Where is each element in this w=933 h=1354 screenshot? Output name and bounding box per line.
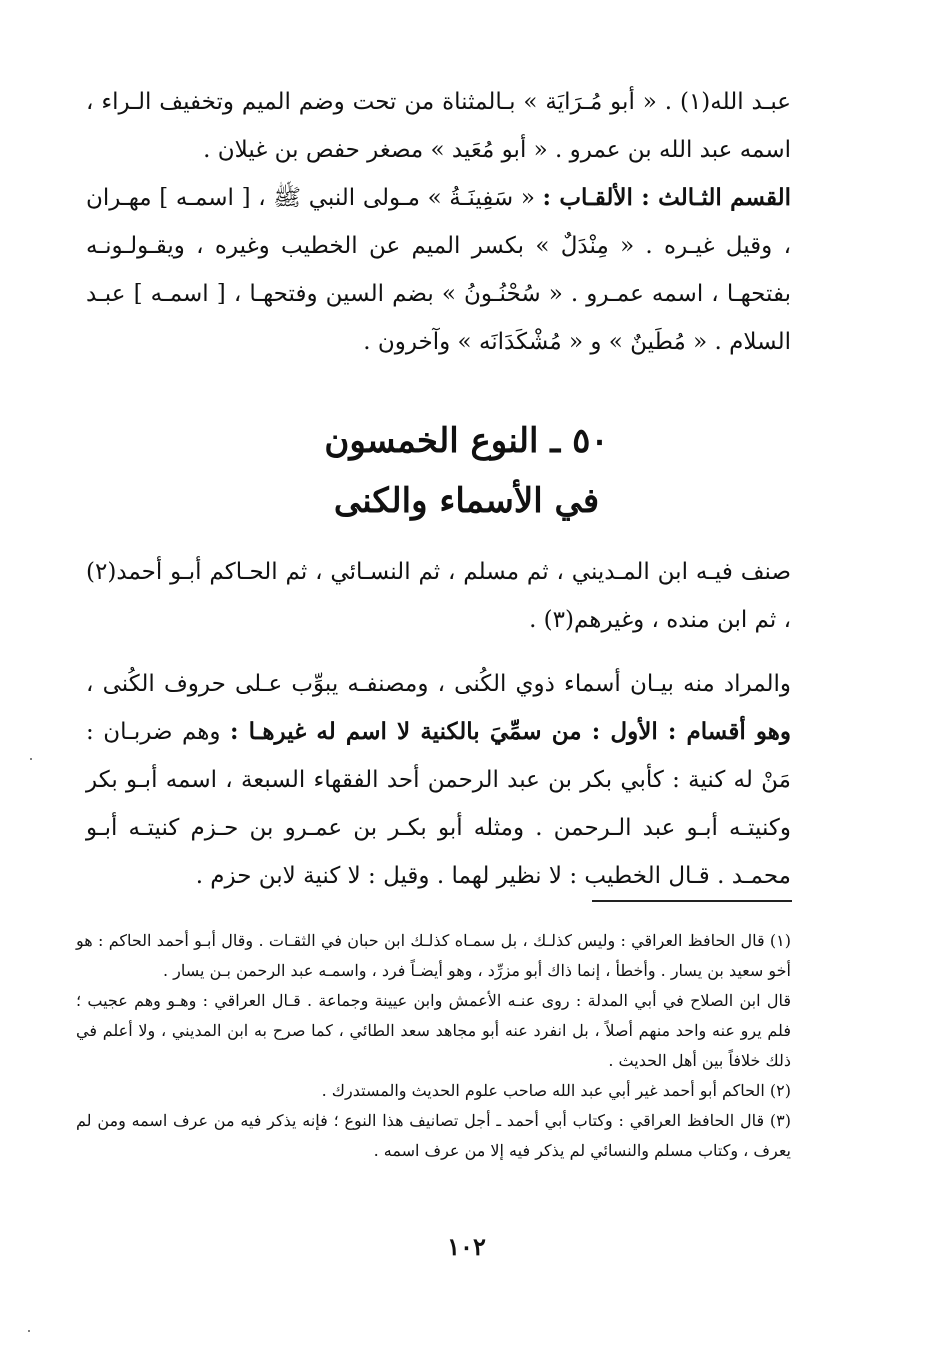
footnote-1-continued: قال ابن الصلاح في أبي المدلة : روى عنـه الأعمش وابن عيينة وجماعة . قـال العراقي : وهـو وهم عجيب ؛ فلم يرو عنه واحد منهم أصلاً ، بل انفرد عنه أبو مجاهد سعد الطائي ، كما صرح به ابن المديني ، ولا أعلم في ذلك خلافاً بين أهل الحديث . [76, 991, 792, 1070]
footnote-2: (٢) الحاكم أبو أحمد غير أبي عبد الله صاحب علوم الحديث والمستدرك . [321, 1081, 791, 1100]
paragraph-text: صنف فيـه ابن المـديني ، ثم مسلم ، ثم النسـائي ، ثم الحـاكم أبـو أحمد(٢) ، ثم ابن منده ، وغيرهم(٣) . [86, 559, 791, 633]
paragraph-text: وهم ضربـان : مَنْ له كنية : كأبي بكر بن عبد الرحمن أحد الفقهاء السبعة ، اسمه أبـو بكر وكنيتـه أبـو عبد الـرحمن . ومثله أبو بكـر بن عمـرو بن حـزم كنيتـه أبـو محمـد . قـال الخطيب : لا نظير لهما . وقيل : لا كنية لابن حزم . [86, 719, 791, 889]
scan-speck [28, 1330, 30, 1332]
top-paragraph-2 [86, 174, 791, 366]
category-label: القسم الثـالث : الألقـاب : [542, 184, 791, 211]
footnote-3: (٣) قال الحافظ العراقي : وكتاب أبي أحمد ـ أجل تصانيف هذا النوع ؛ فإنه يذكر فيه من عرف اسمه ومن لم يعرف ، وكتاب مسلم والنسائي لم يذكر فيه إلا من عرف اسمه . [76, 1111, 791, 1160]
footnote-1: (١) قال الحافظ العراقي : وليس كذلـك ، بل سمـاه كذلـك ابن حبان في الثقـات . وقال أبـو أحمد الحاكم : هو أخو سعيد بن يسار . وأخطأ ، إنما ذاك أبو مزرِّد ، وهو أيضـاً فرد ، واسمـه عبد الرحمن بـن يسار . [76, 931, 792, 980]
paragraph-intro: والمراد منه بيـان أسماء ذوي الكُنى ، ومصنفـه يبوِّب عـلى حروف الكُنى ، [86, 671, 791, 697]
top-paragraph-1 [86, 78, 791, 174]
chapter-heading-title: في الأسماء والكنى [333, 481, 600, 521]
paragraph-bold: وهو أقسام : الأول : من سمِّيَ بالكنية لا اسم له غيرهـا : [230, 718, 791, 745]
paragraph-text: عبـد الله(١) . « أبو مُـرَايَة » بـالمثناة من تحت وضم الميم وتخفيف الـراء ، اسمه عبد الله بن عمرو . « أبو مُعَيد » مصغر حفص بن غيلان . [86, 89, 791, 163]
chapter-heading-number: ٥٠ ـ النوع الخمسون [324, 421, 609, 461]
scan-speck [30, 758, 32, 760]
page-number: ١٠٢ [447, 1232, 486, 1261]
footnotes [76, 926, 791, 1166]
main-paragraph-2 [86, 660, 791, 900]
paragraph-text: « سَفِينَـةُ » مـولى النبي ﷺ ، [ اسمـه ] مهـران ، وقيل غيـره . « مِنْدَلٌ » بكسر الميم عن الخطيب وغيره ، ويقـولـونـه بفتحهـا ، اسمه عمـرو . « سُحْنُـونُ » بضم السين وفتحهـا ، [ اسمـه ] عبـد السلام . « مُطَينٌ » و « مُشْكَدَانَه » وآخرون . [86, 185, 791, 355]
main-paragraph-1 [86, 548, 791, 644]
footnote-separator [592, 900, 792, 902]
